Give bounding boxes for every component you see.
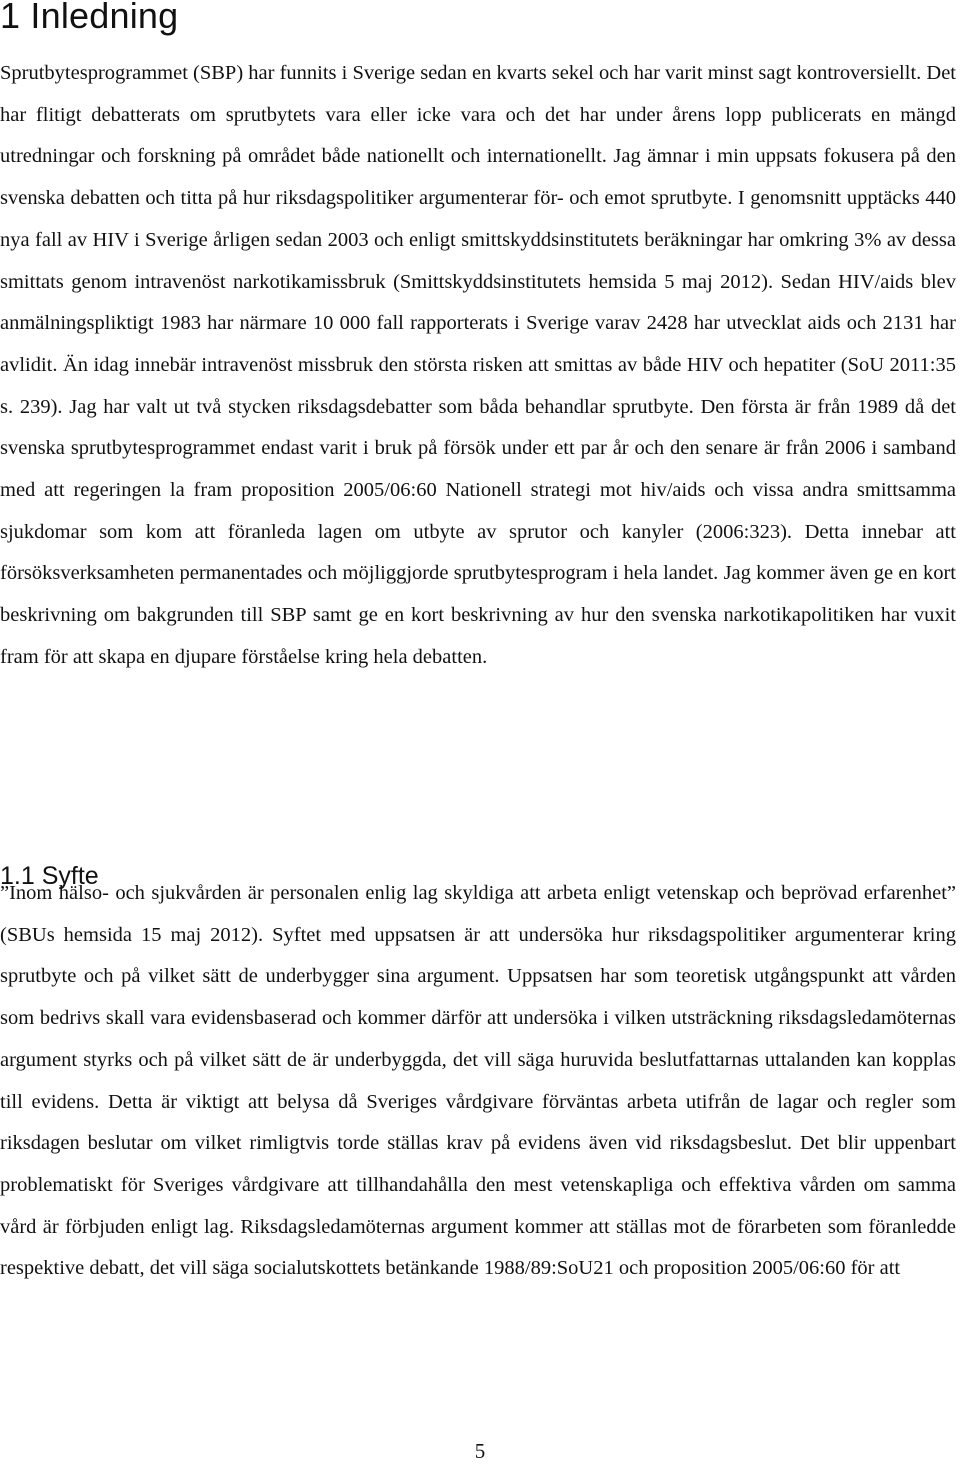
section-heading: 1.1 Syfte: [0, 862, 99, 890]
intro-paragraph: Sprutbytesprogrammet (SBP) har funnits i Sverige sedan en kvarts sekel och har varit minst sagt kontroversiellt. Det har flitigt debatterats om sprutbytets vara eller icke vara och det har under årens lopp publicerats en mängd utredningar och forskning på området både nationellt och internationellt. Jag ämnar i min uppsats fokusera på den svenska debatten och titta på hur riksdagspolitiker argumenterar för- och emot sprutbyte. I genomsnitt upptäcks 440 nya fall av HIV i Sverige årligen sedan 2003 och enligt smittskyddsinstitutets beräkningar har omkring 3% av dessa smittats genom intravenöst narkotikamissbruk (Smittskyddsinstitutets hemsida 5 maj 2012). Sedan HIV/aids blev anmälningspliktigt 1983 har närmare 10 000 fall rapporterats i Sverige varav 2428 har utvecklat aids och 2131 har avlidit. Än idag innebär intravenöst missbruk den största risken att smittas av både HIV och hepatiter (SoU 2011:35 s. 239). Jag har valt ut två stycken riksdagsdebatter som båda behandlar sprutbyte. Den första är från 1989 då det svenska sprutbytesprogrammet endast varit i bruk på försök under ett par år och den senare är från 2006 i samband med att regeringen la fram proposition 2005/06:60 Nationell strategi mot hiv/aids och vissa andra smittsamma sjukdomar som kom att föranleda lagen om utbyte av sprutor och kanyler (2006:323). Detta innebar att försöksverksamheten permanentades och möjliggjorde sprutbytesprogram i hela landet. Jag kommer även ge en kort beskrivning om bakgrunden till SBP samt ge en kort beskrivning av hur den svenska narkotikapolitiken har vuxit fram för att skapa en djupare förståelse kring hela debatten.: [0, 62, 956, 668]
page-number: 5: [474, 1439, 486, 1463]
chapter-heading: 1 Inledning: [0, 0, 179, 36]
purpose-paragraph: ”Inom hälso- och sjukvården är personalen enlig lag skyldiga att arbeta enligt vetenskap och beprövad erfarenhet” (SBUs hemsida 15 maj 2012). Syftet med uppsatsen är att undersöka hur riksdagspolitiker argumenterar kring sprutbyte och på vilket sätt de underbygger sina argument. Uppsatsen har som teoretisk utgångspunkt att vården som bedrivs skall vara evidensbaserad och kommer därför att undersöka i vilken utsträckning riksdagsledamöternas argument styrks och på vilket sätt de är underbyggda, det vill säga huruvida beslutfattarnas uttalanden kan kopplas till evidens. Detta är viktigt att belysa då Sveriges vårdgivare förväntas arbeta utifrån de lagar och regler som riksdagen beslutar om vilket rimligtvis torde ställas krav på evidens även vid riksdagsbeslut. Det blir uppenbart problematiskt för Sveriges vårdgivare att tillhandahålla den mest vetenskapliga och effektiva vården om samma vård är förbjuden enligt lag. Riksdagsledamöternas argument kommer att ställas mot de förarbeten som föranledde respektive debatt, det vill säga socialutskottets betänkande 1988/89:SoU21 och proposition 2005/06:60 för att: [0, 882, 956, 1280]
